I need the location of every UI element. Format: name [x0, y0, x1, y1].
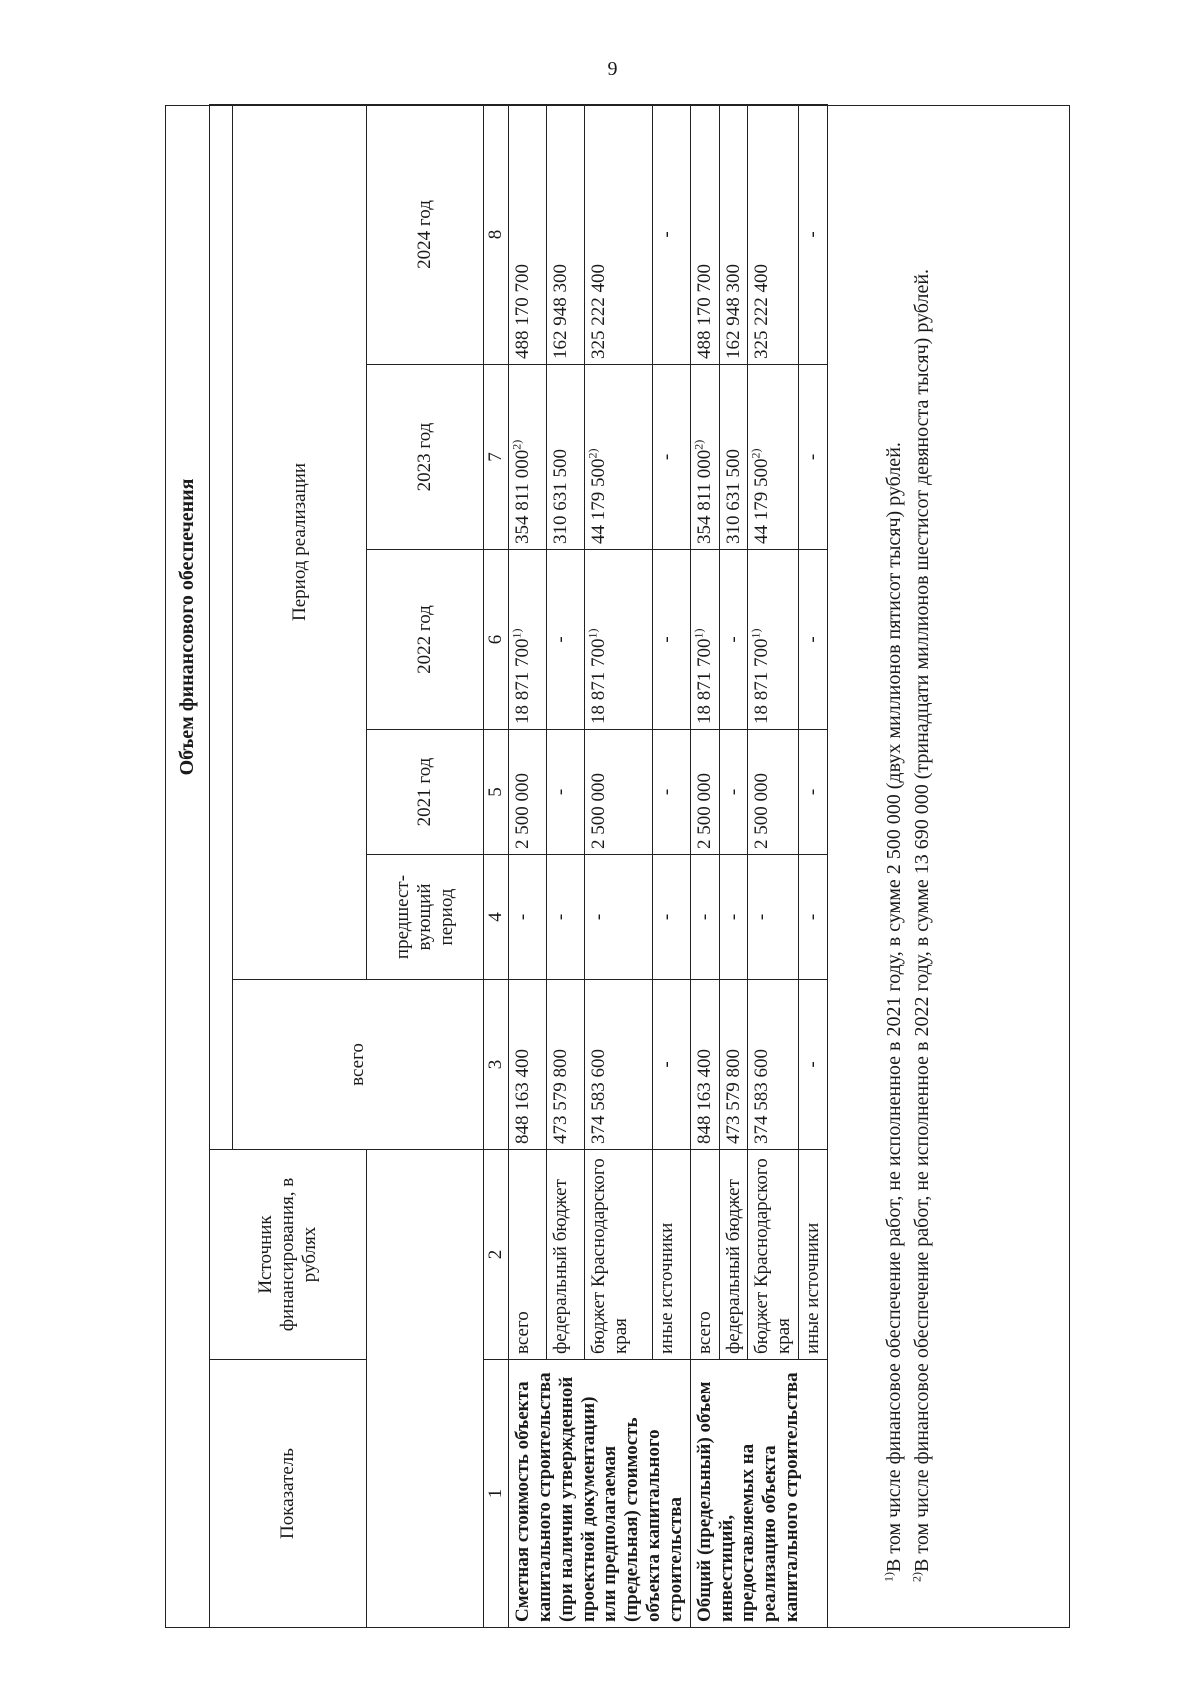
value-text: -	[693, 913, 715, 921]
header-row-1	[210, 104, 233, 1627]
header-total: всего	[233, 980, 484, 1150]
value-text: -	[655, 636, 677, 643]
value-text: 488 170 700	[512, 264, 533, 359]
value-cell-preceding	[799, 855, 828, 980]
footnote-ref: 2)	[586, 448, 601, 459]
column-number: 1	[484, 1360, 509, 1628]
value-text: 18 871 700	[588, 638, 610, 724]
value-text: -	[655, 1061, 677, 1068]
value-text: 374 583 600	[588, 1049, 610, 1144]
value-cell-y2023	[690, 365, 719, 550]
value-text: -	[802, 788, 824, 796]
value-cell-y2024	[652, 104, 690, 364]
value-text: 848 163 400	[693, 1049, 715, 1144]
value-text: -	[512, 913, 533, 921]
value-text: -	[655, 913, 677, 921]
value-cell-preceding	[719, 855, 748, 980]
value-cell-y2022	[585, 550, 652, 730]
value-text: -	[802, 231, 824, 238]
footnote-ref: 1)	[509, 628, 524, 639]
value-text: 374 583 600	[751, 1049, 773, 1144]
value-text: -	[588, 913, 610, 921]
footnote-ref: 1)	[691, 628, 706, 639]
value-cell-y2021	[719, 730, 748, 855]
value-cell-preceding	[652, 855, 690, 980]
header-2023: 2023 год	[367, 365, 484, 550]
value-cell-preceding	[547, 855, 585, 980]
value-cell-y2023	[585, 365, 652, 550]
indicator-cell: Сметная стоимость объекта капитального строительства (при наличии утвержденной проектной документации) или предполагаемая (предельная) стоимость объекта капитального строительства	[509, 1360, 691, 1628]
value-cell-y2021	[652, 730, 690, 855]
value-text: -	[751, 913, 773, 921]
value-text: 2 500 000	[512, 773, 533, 849]
value-cell-total	[585, 980, 652, 1150]
table-row	[690, 104, 719, 1627]
footnote-ref: 1)	[749, 628, 764, 639]
source-cell: бюджет Краснодарского края	[585, 1150, 652, 1360]
header-2024: 2024 год	[367, 104, 484, 364]
value-text: 18 871 700	[512, 638, 533, 724]
value-text: -	[550, 788, 572, 796]
value-cell-y2024	[799, 104, 828, 364]
value-text: 848 163 400	[512, 1049, 533, 1144]
column-number: 3	[484, 980, 509, 1150]
source-cell: бюджет Краснодарского края	[748, 1150, 799, 1360]
value-text: 473 579 800	[722, 1049, 744, 1144]
table-body	[509, 104, 828, 1627]
value-cell-total	[799, 980, 828, 1150]
value-text: 2 500 000	[693, 773, 715, 849]
value-text: 2 500 000	[751, 773, 773, 849]
financing-table	[165, 104, 828, 1628]
value-cell-y2023	[547, 365, 585, 550]
value-cell-total	[748, 980, 799, 1150]
value-text: 18 871 700	[751, 638, 773, 724]
value-cell-total	[547, 980, 585, 1150]
rotated-page-content	[165, 105, 1070, 1628]
value-cell-y2023	[652, 365, 690, 550]
value-cell-y2024	[690, 104, 719, 364]
header-row-3	[367, 104, 484, 1627]
value-text: 354 811 000	[693, 449, 715, 544]
source-cell: всего	[690, 1150, 719, 1360]
value-cell-preceding	[748, 855, 799, 980]
value-text: 162 948 300	[550, 264, 572, 359]
column-number-row	[484, 104, 509, 1627]
value-text: -	[655, 788, 677, 796]
header-preceding: предшест-вующий период	[367, 855, 484, 980]
value-cell-y2022	[690, 550, 719, 730]
value-text: -	[802, 453, 824, 461]
value-text: -	[722, 913, 744, 921]
value-cell-preceding	[690, 855, 719, 980]
value-text: -	[722, 788, 744, 796]
value-text: 325 222 400	[751, 264, 773, 359]
footnote-ref: 2)	[691, 439, 706, 450]
footnote	[909, 111, 935, 1622]
value-text: 44 179 500	[588, 458, 610, 544]
source-cell: иные источники	[652, 1150, 690, 1360]
value-text: 2 500 000	[588, 773, 610, 849]
footnote-ref: 1)	[586, 628, 601, 639]
value-cell-y2021	[585, 730, 652, 855]
value-text: -	[550, 636, 572, 643]
value-cell-y2021	[690, 730, 719, 855]
value-cell-preceding	[585, 855, 652, 980]
footnote-text: В том числе финансовое обеспечение работ, не исполненное в 2022 году, в сумме 13 690 000 (тринадцати миллионов шестисот девяноста тысяч) рублей.	[911, 268, 933, 1572]
value-cell-y2023	[748, 365, 799, 550]
table-row	[509, 104, 547, 1627]
value-text: -	[655, 231, 677, 238]
footnotes	[881, 105, 937, 1628]
value-text: 18 871 700	[693, 638, 715, 724]
indicator-cell: Общий (предельный) объем инвестиций, предоставляемых на реализацию объекта капитального строительства	[690, 1360, 827, 1628]
footnote-ref: 2)	[509, 439, 524, 450]
value-cell-y2021	[799, 730, 828, 855]
value-text: -	[722, 636, 744, 643]
header-source: Источник финансирования, в рублях	[210, 1150, 367, 1360]
value-text: 473 579 800	[550, 1049, 572, 1144]
value-cell-y2022	[509, 550, 547, 730]
value-cell-y2024	[748, 104, 799, 364]
header-indicator: Показатель	[210, 1360, 367, 1628]
value-text: -	[802, 636, 824, 643]
value-text: 310 631 500	[722, 449, 744, 544]
footnote-mark: 2)	[909, 1572, 924, 1582]
column-number: 8	[484, 104, 509, 364]
value-cell-y2022	[748, 550, 799, 730]
value-cell-total	[690, 980, 719, 1150]
value-text: 44 179 500	[751, 458, 773, 544]
value-cell-y2022	[547, 550, 585, 730]
value-cell-y2023	[799, 365, 828, 550]
value-cell-total	[719, 980, 748, 1150]
value-cell-y2022	[719, 550, 748, 730]
header-2021: 2021 год	[367, 730, 484, 855]
value-text: 488 170 700	[693, 264, 715, 359]
value-cell-y2022	[799, 550, 828, 730]
value-cell-total	[509, 980, 547, 1150]
page-number: 9	[607, 58, 618, 80]
value-cell-y2024	[719, 104, 748, 364]
footnote-mark: 1)	[881, 1572, 896, 1582]
value-cell-y2024	[509, 104, 547, 364]
value-text: -	[550, 913, 572, 921]
column-number: 2	[484, 1150, 509, 1360]
source-cell: иные источники	[799, 1150, 828, 1360]
value-cell-y2021	[748, 730, 799, 855]
table-title-row	[165, 104, 210, 1627]
footnote-text: В том числе финансовое обеспечение работ, не исполненное в 2021 году, в сумме 2 500 000 (двух миллионов пятисот тысяч) рублей.	[883, 442, 905, 1572]
value-text: 354 811 000	[512, 449, 533, 544]
column-number: 4	[484, 855, 509, 980]
value-text: 310 631 500	[550, 449, 572, 544]
header-period-group: Период реализации	[233, 104, 367, 979]
value-cell-y2022	[652, 550, 690, 730]
table-title: Объем финансового обеспечения	[165, 104, 210, 1149]
column-number: 7	[484, 365, 509, 550]
footnote-ref: 2)	[749, 448, 764, 459]
source-cell: федеральный бюджет	[547, 1150, 585, 1360]
column-number: 5	[484, 730, 509, 855]
value-cell-y2024	[585, 104, 652, 364]
value-cell-y2023	[719, 365, 748, 550]
value-cell-y2023	[509, 365, 547, 550]
value-cell-preceding	[509, 855, 547, 980]
value-text: 325 222 400	[588, 264, 610, 359]
value-text: -	[802, 913, 824, 921]
value-cell-y2021	[509, 730, 547, 855]
value-cell-total	[652, 980, 690, 1150]
header-2022: 2022 год	[367, 550, 484, 730]
column-number: 6	[484, 550, 509, 730]
source-cell: всего	[509, 1150, 547, 1360]
value-text: 162 948 300	[722, 264, 744, 359]
footnote	[881, 111, 907, 1622]
value-text: -	[655, 453, 677, 461]
value-cell-y2024	[547, 104, 585, 364]
value-cell-y2021	[547, 730, 585, 855]
value-text: -	[802, 1061, 824, 1068]
source-cell: федеральный бюджет	[719, 1150, 748, 1360]
